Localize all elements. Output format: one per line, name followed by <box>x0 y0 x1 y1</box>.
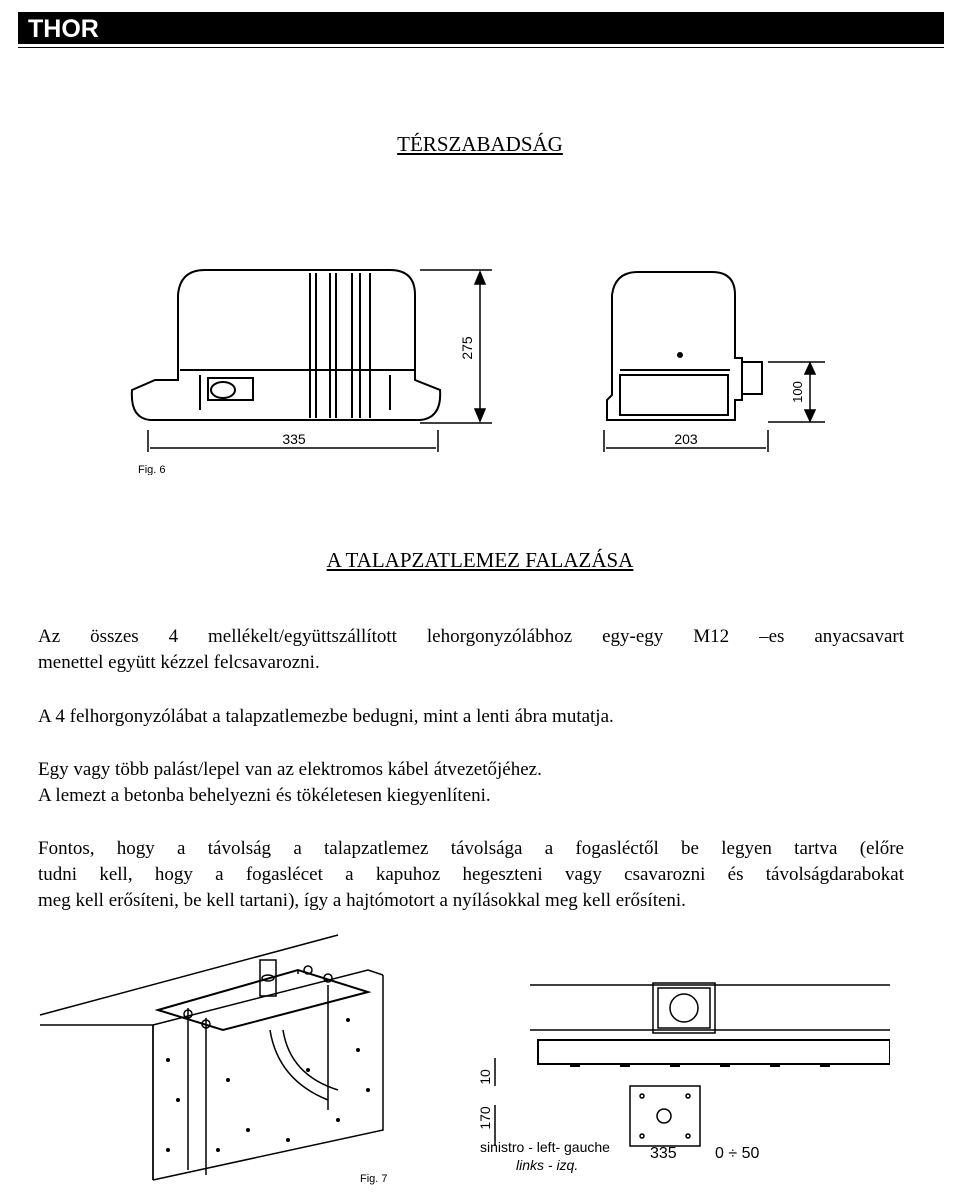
header-rule <box>18 47 944 48</box>
dim-side-label: 100 <box>790 381 805 403</box>
dim-335-label: 335 <box>650 1145 677 1162</box>
header-bar <box>18 12 944 44</box>
paragraph-5-line-2: tudni kell, hogy a fogaslécet a kapuhoz hegeszteni vagy csavarozni és távolságdarabokat <box>38 864 904 885</box>
dimension-lines-front <box>148 270 492 452</box>
dim-length-label: 335 <box>282 431 306 447</box>
foundation-plate-figure <box>38 930 408 1188</box>
paragraph-5-line-3: meg kell erősíteni, be kell tartani), így a hajtómotort a nyílásokkal meg kell erősíteni. <box>38 890 686 911</box>
paragraph-3: Egy vagy több palást/lepel van az elektromos kábel átvezetőjéhez. <box>38 759 542 780</box>
section-title-plate: A TALAPZATLEMEZ FALAZÁSA <box>326 548 634 572</box>
paragraph-2: A 4 felhorgonyzólábat a talapzatlemezbe bedugni, mint a lenti ábra mutatja. <box>38 706 614 727</box>
fig6-caption: Fig. 6 <box>138 464 166 475</box>
dim-height-label: 275 <box>459 336 475 360</box>
paragraph-1-line-1: Az összes 4 mellékelt/együttszállított lehorgonyzólábhoz egy-egy M12 –es anyacsavart <box>38 626 904 647</box>
dim-10-label: 10 <box>477 1069 493 1085</box>
rack-distance-figure <box>470 940 890 1185</box>
paragraph-1-line-2: menettel együtt kézzel felcsavarozni. <box>38 652 320 673</box>
left-direction-label: sinistro - left- gauche <box>480 1139 610 1155</box>
clearance-figure <box>120 240 840 475</box>
dim-range-label: 0 ÷ 50 <box>715 1145 760 1162</box>
left-direction-label-2: links - izq. <box>516 1157 579 1173</box>
paragraph-5-line-1: Fontos, hogy a távolság a talapzatlemez távolsága a fogasléctől be legyen tartva (előre <box>38 838 904 859</box>
dim-170-label: 170 <box>477 1106 493 1130</box>
fig7-caption: Fig. 7 <box>360 1173 388 1185</box>
paragraph-4: A lemezt a betonba behelyezni és tökéletesen kiegyenlíteni. <box>38 785 491 806</box>
motor-front-view <box>132 270 440 420</box>
section-title-clearance: TÉRSZABADSÁG <box>397 132 563 156</box>
dim-width-label: 203 <box>674 431 698 447</box>
brand-logo: THOR <box>28 15 99 43</box>
motor-side-view <box>607 272 762 420</box>
